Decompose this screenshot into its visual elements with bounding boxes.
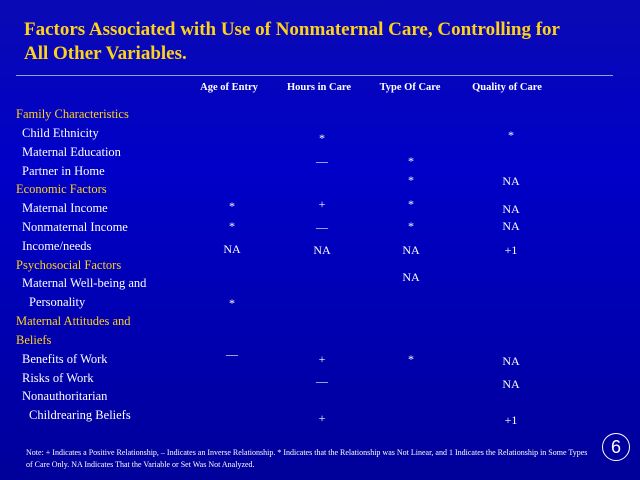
cell-child-ethnicity-hours: * <box>319 131 325 145</box>
cell-income-needs-hours: NA <box>313 243 331 257</box>
section-beliefs: Beliefs <box>16 333 52 347</box>
cell-risks-quality: NA <box>502 377 520 391</box>
cell-maternal-income-type: * <box>408 197 414 211</box>
cell-wellbeing-age: * <box>229 296 235 310</box>
cell-psychosocial-type: NA <box>402 270 420 284</box>
section-maternal-attitudes: Maternal Attitudes and <box>16 314 131 328</box>
row-label-nonmaternal-income: Nonmaternal Income <box>22 220 128 234</box>
cell-partner-in-home-type: * <box>408 173 414 187</box>
cell-nonauth-quality: +1 <box>504 413 518 427</box>
row-label-maternal-wellbeing: Maternal Well-being and <box>22 276 147 290</box>
cell-nonauth-hours: + <box>318 411 326 425</box>
title-divider <box>16 75 613 76</box>
row-label-partner-in-home: Partner in Home <box>22 164 105 178</box>
cell-child-ethnicity-quality: * <box>508 128 514 142</box>
slide-title: Factors Associated with Use of Nonmaternal Care, Controlling for All Other Variables. <box>24 19 560 64</box>
row-label-maternal-income: Maternal Income <box>22 201 108 215</box>
cell-maternal-income-quality: NA <box>502 202 520 216</box>
cell-benefits-hours: + <box>318 352 326 366</box>
row-label-benefits-of-work: Benefits of Work <box>22 352 108 366</box>
row-label-child-ethnicity: Child Ethnicity <box>22 126 99 140</box>
col-header-hours-in-care: Hours in Care <box>287 82 351 93</box>
cell-benefits-quality: NA <box>502 354 520 368</box>
cell-maternal-income-hours: + <box>318 197 326 211</box>
section-family-characteristics: Family Characteristics <box>16 107 129 121</box>
section-economic-factors: Economic Factors <box>16 182 107 196</box>
cell-income-needs-type: NA <box>402 243 420 257</box>
cell-nonmaternal-income-type: * <box>408 219 414 233</box>
cell-maternal-income-age: * <box>229 199 235 213</box>
section-psychosocial-factors: Psychosocial Factors <box>16 258 122 272</box>
cell-income-needs-quality: +1 <box>504 243 518 257</box>
col-header-age-of-entry: Age of Entry <box>200 82 258 93</box>
cell-nonmaternal-income-quality: NA <box>502 219 520 233</box>
cell-risks-hours: — <box>316 374 328 388</box>
col-header-type-of-care: Type Of Care <box>379 82 441 93</box>
col-header-quality-of-care: Quality of Care <box>472 82 542 93</box>
cell-partner-in-home-quality: NA <box>502 174 520 188</box>
footnote: Note: + Indicates a Positive Relationship, – Indicates an Inverse Relationship. * Indicates that the Relationship was Not Linear, and 1 Indicates the Relationship in Some Types of Care Only. NA Indicates That the Variable or Set Was Not Analyzed. <box>26 448 588 469</box>
row-label-income-needs: Income/needs <box>22 239 92 253</box>
cell-nonmaternal-income-hours: — <box>316 220 328 234</box>
row-label-personality: Personality <box>29 295 86 309</box>
row-label-childrearing-beliefs: Childrearing Beliefs <box>29 408 131 422</box>
row-label-nonauthoritarian: Nonauthoritarian <box>22 389 108 403</box>
cell-income-needs-age: NA <box>223 242 241 256</box>
page-number-badge: 6 <box>602 433 630 461</box>
cell-benefits-age: — <box>226 347 238 361</box>
cell-maternal-education-hours: — <box>316 154 328 168</box>
cell-maternal-education-type: * <box>408 154 414 168</box>
cell-benefits-type: * <box>408 352 414 366</box>
cell-nonmaternal-income-age: * <box>229 219 235 233</box>
row-label-risks-of-work: Risks of Work <box>22 371 94 385</box>
row-label-maternal-education: Maternal Education <box>22 145 121 159</box>
